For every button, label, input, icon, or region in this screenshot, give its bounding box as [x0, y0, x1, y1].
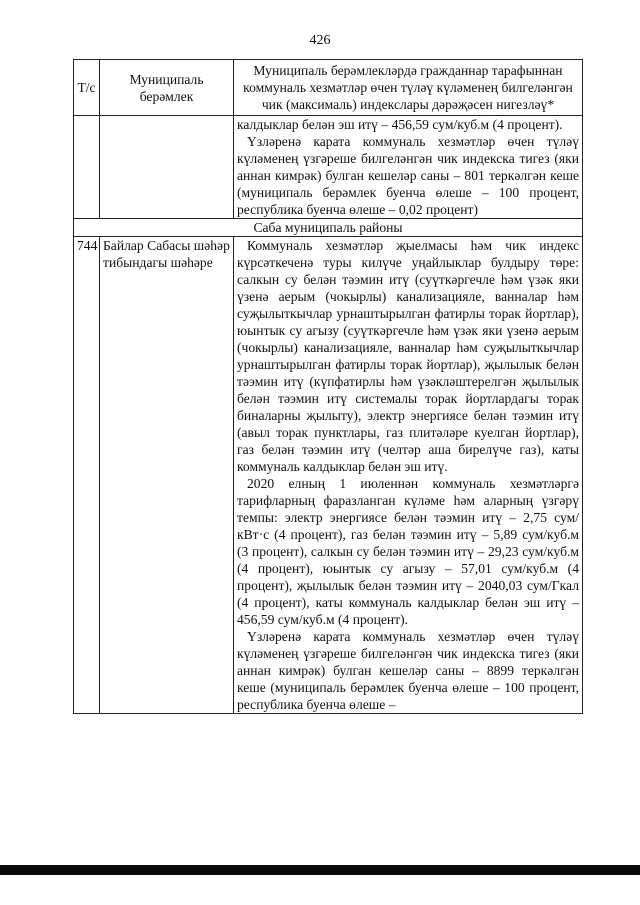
tariff-index-table — [73, 59, 583, 714]
row-municipality-name: Байлар Сабасы шәһәр тибындагы шәһәре — [100, 237, 234, 714]
table-header-row — [74, 60, 583, 116]
continuation-row — [74, 116, 583, 219]
row-paragraph: 2020 елның 1 июленнән коммуналь хезмәтләргә тарифларның фаразланган күләме һәм аларның үзгәрү темпы: электр энергиясе белән тәэмин итү – 2,75 сум/кВт·с (4 процент), газ белән тәэмин итү – 5,89 сум/куб.м (3 процент), салкын су белән тәэмин итү – 29,23 сум/куб.м (4 процент), юынтык су агызу – 57,01 сум/куб.м (4 процент), җылылык белән тәэмин итү – 2040,03 сум/Гкал (4 процент), каты коммуналь калдыклар белән эш итү – 456,59 сум/куб.м (4 процент). — [237, 476, 579, 627]
header-municipality: Муниципаль берәмлек — [100, 60, 234, 116]
row-description — [234, 237, 583, 714]
section-title: Саба муниципаль районы — [74, 219, 583, 237]
continuation-text-cell — [234, 116, 583, 219]
table-row — [74, 237, 583, 714]
continuation-name-cell — [100, 116, 234, 219]
row-paragraph: Үзләренә карата коммуналь хезмәтләр өчен түләү күләменең үзгәреше билгеләнгән чик индекска тигез (яки аннан кимрәк) булган кешеләр саны – 8899 теркәлгән кеше (муниципаль берәмлек буенча өлеше – 100 процент, республика буенча өлеше – — [237, 629, 579, 712]
continuation-paragraph: калдыклар белән эш итү – 456,59 сум/куб.м (4 процент). — [237, 117, 563, 132]
section-row — [74, 219, 583, 237]
page-number: 426 — [309, 33, 331, 48]
header-num: Т/с — [74, 60, 100, 116]
header-description: Муниципаль берәмлекләрдә гражданнар тарафыннан коммуналь хезмәтләр өчен түләү күләменең билгеләнгән чик (максималь) индекслары дәрәҗәсен нигезләү* — [234, 60, 583, 116]
row-number: 744 — [74, 237, 100, 714]
scan-edge-bar — [0, 865, 640, 875]
continuation-paragraph: Үзләренә карата коммуналь хезмәтләр өчен түләү күләменең үзгәреше билгеләнгән чик индекска тигез (яки аннан кимрәк) булган кешеләр саны – 801 теркәлгән кеше (муниципаль берәмлек буенча өлеше – 100 процент, республика буенча өлеше – 0,02 процент) — [237, 134, 579, 217]
continuation-num-cell — [74, 116, 100, 219]
row-paragraph: Коммуналь хезмәтләр җыелмасы һәм чик индекс күрсәткеченә туры килүче уңайлыклар булдыру төре: салкын су белән тәэмин итү (суүткәргечле һәм үзәк яки үзенә аерым (чокырлы) канализацияле, ванналар һәм суҗылыткычлар урнаштырылган фатирлы торак йортлар), юынтык су агызу (суүткәргечле һәм үзәк яки үзенә аерым (чокырлы) канализацияле, ванналар һәм суҗылыткычлар урнаштырылган фатирлы торак йортлар), җылылык белән тәэмин итү (күпфатирлы һәм үзәкләштерелгән җылылык белән тәэмин итү системалы торак йортлардагы торак биналарны җылыту), электр энергиясе белән тәэмин итү (авыл торак пунктлары, газ плитәләре куелган йортлар), газ белән тәэмин итү (челтәр аша бирелүче газ), каты коммуналь калдыклар белән эш итү. — [237, 238, 579, 474]
